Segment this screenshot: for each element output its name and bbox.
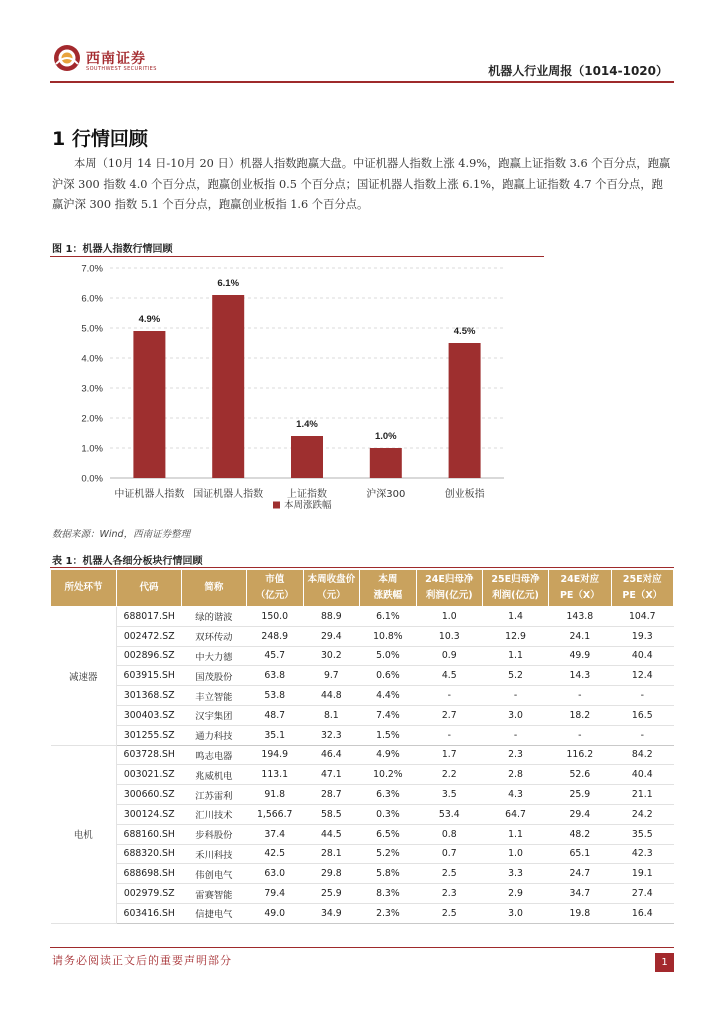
col-header-pe24: 24E对应 PE（X） — [549, 570, 611, 607]
table-row — [51, 785, 674, 805]
cell-mcap: 194.9 — [246, 745, 303, 765]
cell-np24: 2.3 — [416, 884, 482, 904]
cell-mcap: 113.1 — [246, 765, 303, 785]
cell-pe24: 18.2 — [549, 705, 611, 725]
cell-code: 300660.SZ — [117, 785, 182, 805]
cell-mcap: 1,566.7 — [246, 804, 303, 824]
cell-pe24: 14.3 — [549, 666, 611, 686]
cell-chg: 0.3% — [360, 804, 417, 824]
cell-np25: 2.9 — [482, 884, 548, 904]
cell-np24: 0.9 — [416, 646, 482, 666]
cell-pe24: 19.8 — [549, 903, 611, 923]
cell-np24: 10.3 — [416, 626, 482, 646]
y-tick-label: 3.0% — [81, 383, 103, 395]
cell-pe25: 27.4 — [611, 884, 673, 904]
cell-chg: 6.5% — [360, 824, 417, 844]
index-performance-bar-chart — [50, 258, 544, 520]
cell-close: 44.5 — [303, 824, 360, 844]
cell-pe24: 29.4 — [549, 804, 611, 824]
cell-pe25: 21.1 — [611, 785, 673, 805]
col-header-code: 代码 — [117, 570, 182, 607]
logo-chinese-name: 西南证券 — [86, 51, 146, 67]
header-divider — [50, 81, 674, 83]
cell-chg: 5.2% — [360, 844, 417, 864]
cell-pe24: 143.8 — [549, 607, 611, 627]
bar-data-label: 1.4% — [296, 419, 318, 430]
table-row — [51, 725, 674, 745]
cell-chg: 4.4% — [360, 686, 417, 706]
cell-pe24: 52.6 — [549, 765, 611, 785]
cell-mcap: 63.0 — [246, 864, 303, 884]
cell-name: 禾川科技 — [181, 844, 246, 864]
bar-data-label: 4.5% — [453, 326, 476, 337]
col-header-mcap: 市值 （亿元） — [246, 570, 303, 607]
cell-close: 46.4 — [303, 745, 360, 765]
cell-np25: 2.3 — [482, 745, 548, 765]
bar — [370, 448, 402, 478]
table-row — [51, 804, 674, 824]
cell-name: 雷赛智能 — [181, 884, 246, 904]
x-category-label: 创业板指 — [444, 489, 485, 500]
cell-name: 中大力德 — [181, 646, 246, 666]
cell-code: 003021.SZ — [117, 765, 182, 785]
cell-np25: 1.0 — [482, 844, 548, 864]
table-row — [51, 884, 674, 904]
bar — [212, 295, 244, 478]
cell-name: 丰立智能 — [181, 686, 246, 706]
cell-mcap: 42.5 — [246, 844, 303, 864]
bar — [133, 331, 165, 478]
cell-code: 688017.SH — [117, 607, 182, 627]
cell-chg: 8.3% — [360, 884, 417, 904]
cell-close: 29.4 — [303, 626, 360, 646]
cell-np25: 12.9 — [482, 626, 548, 646]
cell-close: 28.1 — [303, 844, 360, 864]
x-category-label: 沪深300 — [366, 489, 406, 500]
cell-mcap: 37.4 — [246, 824, 303, 844]
cell-close: 34.9 — [303, 903, 360, 923]
cell-pe25: 19.1 — [611, 864, 673, 884]
cell-pe25: 24.2 — [611, 804, 673, 824]
segment-performance-table — [50, 569, 674, 924]
cell-np24: 0.8 — [416, 824, 482, 844]
table-row — [51, 864, 674, 884]
cell-code: 300124.SZ — [117, 804, 182, 824]
x-category-label: 中证机器人指数 — [114, 489, 185, 500]
figure-source-note: 数据来源：Wind，西南证券整理 — [52, 529, 191, 540]
cell-mcap: 49.0 — [246, 903, 303, 923]
cell-pe24: 25.9 — [549, 785, 611, 805]
cell-pe24: - — [549, 686, 611, 706]
section-title: 1 行情回顾 — [52, 128, 148, 150]
cell-pe24: 116.2 — [549, 745, 611, 765]
cell-np25: - — [482, 725, 548, 745]
cell-name: 步科股份 — [181, 824, 246, 844]
col-header-np24: 24E归母净 利润(亿元) — [416, 570, 482, 607]
cell-mcap: 45.7 — [246, 646, 303, 666]
cell-pe25: 35.5 — [611, 824, 673, 844]
cell-code: 603915.SH — [117, 666, 182, 686]
cell-pe25: 16.4 — [611, 903, 673, 923]
col-header-chg: 本周 涨跌幅 — [360, 570, 417, 607]
segment-cell: 减速器 — [51, 607, 117, 746]
cell-np24: 2.5 — [416, 864, 482, 884]
cell-np25: 1.1 — [482, 646, 548, 666]
cell-np25: 1.1 — [482, 824, 548, 844]
cell-chg: 6.3% — [360, 785, 417, 805]
y-tick-label: 2.0% — [81, 413, 103, 425]
bar-data-label: 1.0% — [374, 431, 397, 442]
cell-np24: 2.5 — [416, 903, 482, 923]
cell-pe24: 48.2 — [549, 824, 611, 844]
cell-pe25: 42.3 — [611, 844, 673, 864]
cell-name: 汇川技术 — [181, 804, 246, 824]
cell-mcap: 35.1 — [246, 725, 303, 745]
cell-code: 688160.SH — [117, 824, 182, 844]
logo-english-name: SOUTHWEST SECURITIES — [86, 66, 157, 72]
cell-close: 30.2 — [303, 646, 360, 666]
cell-np25: 64.7 — [482, 804, 548, 824]
y-tick-label: 5.0% — [81, 323, 103, 335]
cell-code: 603728.SH — [117, 745, 182, 765]
x-category-label: 上证指数 — [287, 489, 327, 500]
cell-close: 8.1 — [303, 705, 360, 725]
cell-pe25: 40.4 — [611, 765, 673, 785]
x-category-label: 国证机器人指数 — [193, 489, 264, 500]
table-body — [51, 607, 674, 924]
cell-np24: 1.7 — [416, 745, 482, 765]
cell-np25: 3.3 — [482, 864, 548, 884]
cell-pe25: 19.3 — [611, 626, 673, 646]
cell-chg: 0.6% — [360, 666, 417, 686]
cell-chg: 5.0% — [360, 646, 417, 666]
cell-mcap: 63.8 — [246, 666, 303, 686]
cell-chg: 2.3% — [360, 903, 417, 923]
cell-name: 通力科技 — [181, 725, 246, 745]
col-header-pe25: 25E对应 PE（X） — [611, 570, 673, 607]
cell-np24: 1.0 — [416, 607, 482, 627]
table-header-row — [51, 570, 674, 607]
cell-chg: 5.8% — [360, 864, 417, 884]
legend-label: 本周涨跌幅 — [284, 500, 332, 511]
cell-pe25: - — [611, 686, 673, 706]
footer-disclaimer-note: 请务必阅读正文后的重要声明部分 — [52, 954, 232, 967]
cell-mcap: 150.0 — [246, 607, 303, 627]
page-number: 1 — [655, 953, 674, 972]
cell-code: 688698.SH — [117, 864, 182, 884]
cell-mcap: 53.8 — [246, 686, 303, 706]
cell-close: 32.3 — [303, 725, 360, 745]
cell-np25: 4.3 — [482, 785, 548, 805]
cell-np24: 0.7 — [416, 844, 482, 864]
cell-code: 603416.SH — [117, 903, 182, 923]
cell-close: 47.1 — [303, 765, 360, 785]
cell-close: 88.9 — [303, 607, 360, 627]
cell-pe24: - — [549, 725, 611, 745]
cell-chg: 4.9% — [360, 745, 417, 765]
cell-pe24: 49.9 — [549, 646, 611, 666]
cell-pe24: 24.7 — [549, 864, 611, 884]
cell-chg: 10.2% — [360, 765, 417, 785]
cell-pe25: 84.2 — [611, 745, 673, 765]
cell-name: 江苏雷利 — [181, 785, 246, 805]
cell-pe24: 34.7 — [549, 884, 611, 904]
table-row — [51, 765, 674, 785]
table-divider — [50, 567, 674, 568]
table-row — [51, 824, 674, 844]
cell-pe25: 12.4 — [611, 666, 673, 686]
table-row — [51, 686, 674, 706]
cell-close: 58.5 — [303, 804, 360, 824]
y-tick-label: 7.0% — [81, 263, 103, 275]
cell-code: 300403.SZ — [117, 705, 182, 725]
y-tick-label: 4.0% — [81, 353, 103, 365]
figure-caption: 图 1：机器人指数行情回顾 — [52, 244, 173, 255]
table-row — [51, 607, 674, 627]
cell-name: 信捷电气 — [181, 903, 246, 923]
cell-code: 002896.SZ — [117, 646, 182, 666]
cell-mcap: 48.7 — [246, 705, 303, 725]
cell-name: 伟创电气 — [181, 864, 246, 884]
y-tick-label: 1.0% — [81, 443, 103, 455]
cell-code: 002979.SZ — [117, 884, 182, 904]
cell-np25: 3.0 — [482, 705, 548, 725]
table-row — [51, 844, 674, 864]
cell-pe24: 24.1 — [549, 626, 611, 646]
cell-np24: - — [416, 725, 482, 745]
table-caption: 表 1：机器人各细分板块行情回顾 — [52, 556, 203, 567]
cell-name: 汉宇集团 — [181, 705, 246, 725]
col-header-segment: 所处环节 — [51, 570, 117, 607]
cell-close: 9.7 — [303, 666, 360, 686]
cell-np25: 3.0 — [482, 903, 548, 923]
legend-swatch — [273, 502, 280, 509]
table-row — [51, 666, 674, 686]
cell-pe25: 40.4 — [611, 646, 673, 666]
cell-np24: 2.2 — [416, 765, 482, 785]
cell-np25: 2.8 — [482, 765, 548, 785]
cell-chg: 6.1% — [360, 607, 417, 627]
cell-name: 国茂股份 — [181, 666, 246, 686]
cell-code: 301368.SZ — [117, 686, 182, 706]
table-row — [51, 626, 674, 646]
cell-pe24: 65.1 — [549, 844, 611, 864]
y-tick-label: 0.0% — [81, 473, 103, 485]
cell-close: 28.7 — [303, 785, 360, 805]
footer-divider — [50, 947, 674, 948]
cell-name: 双环传动 — [181, 626, 246, 646]
cell-close: 44.8 — [303, 686, 360, 706]
cell-np24: 2.7 — [416, 705, 482, 725]
bar — [449, 343, 481, 478]
report-title: 机器人行业周报（1014-1020） — [488, 64, 668, 78]
segment-cell: 电机 — [51, 745, 117, 923]
cell-name: 绿的谐波 — [181, 607, 246, 627]
cell-pe25: 16.5 — [611, 705, 673, 725]
company-logo-icon — [53, 44, 81, 72]
bar-data-label: 4.9% — [138, 314, 161, 325]
table-row — [51, 705, 674, 725]
cell-name: 鸣志电器 — [181, 745, 246, 765]
col-header-name: 简称 — [181, 570, 246, 607]
cell-pe25: 104.7 — [611, 607, 673, 627]
bar-data-label: 6.1% — [217, 278, 240, 289]
figure-divider — [50, 256, 544, 257]
cell-np24: - — [416, 686, 482, 706]
table-row — [51, 745, 674, 765]
table-row — [51, 646, 674, 666]
cell-name: 兆威机电 — [181, 765, 246, 785]
cell-np25: 5.2 — [482, 666, 548, 686]
y-tick-label: 6.0% — [81, 293, 103, 305]
cell-close: 25.9 — [303, 884, 360, 904]
cell-chg: 10.8% — [360, 626, 417, 646]
cell-np24: 4.5 — [416, 666, 482, 686]
cell-np24: 3.5 — [416, 785, 482, 805]
cell-code: 688320.SH — [117, 844, 182, 864]
cell-mcap: 248.9 — [246, 626, 303, 646]
cell-chg: 7.4% — [360, 705, 417, 725]
cell-np24: 53.4 — [416, 804, 482, 824]
intro-paragraph: 本周（10月 14 日-10月 20 日）机器人指数跑赢大盘。中证机器人指数上涨 4.9%，跑赢上证指数 3.6 个百分点，跑赢沪深 300 指数 4.0 个百分点，跑赢创业板指 0.5 个百分点；国证机器人指数上涨 6.1%，跑赢上证指数 4.7 个百分点，跑赢沪深 300 指数 5.1 个百分点，跑赢创业板指 1.6 个百分点。 — [52, 157, 671, 211]
col-header-close: 本周收盘价 （元） — [303, 570, 360, 607]
cell-pe25: - — [611, 725, 673, 745]
cell-np25: 1.4 — [482, 607, 548, 627]
cell-mcap: 79.4 — [246, 884, 303, 904]
col-header-np25: 25E归母净 利润(亿元) — [482, 570, 548, 607]
cell-mcap: 91.8 — [246, 785, 303, 805]
bar — [291, 436, 323, 478]
table-row — [51, 903, 674, 923]
cell-code: 301255.SZ — [117, 725, 182, 745]
cell-np25: - — [482, 686, 548, 706]
cell-close: 29.8 — [303, 864, 360, 884]
cell-chg: 1.5% — [360, 725, 417, 745]
cell-code: 002472.SZ — [117, 626, 182, 646]
